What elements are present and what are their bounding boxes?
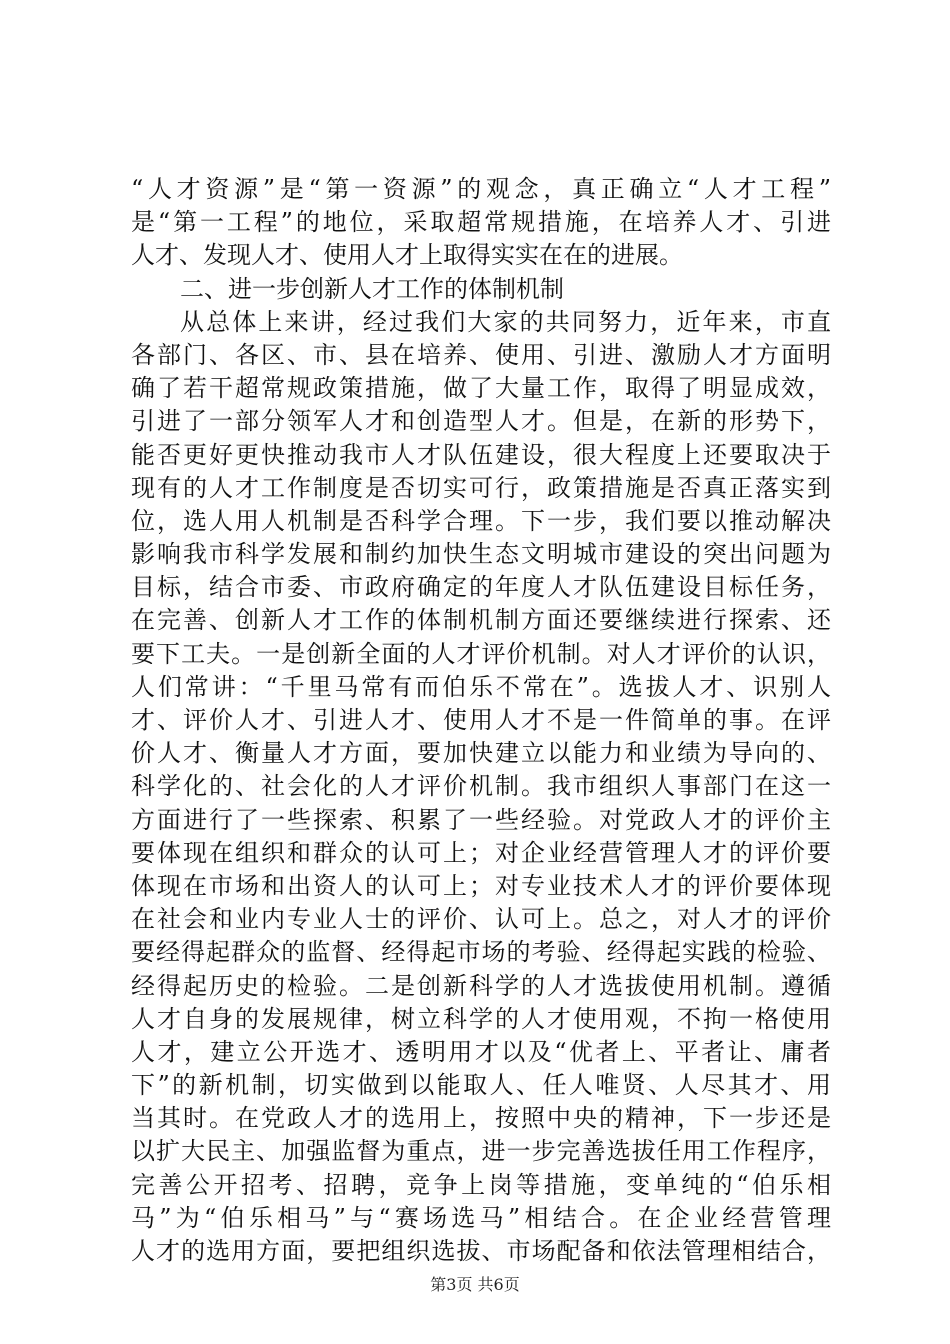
text-line: 经得起历史的检验。二是创新科学的人才选拔使用机制。遵循 — [131, 971, 831, 1000]
text-line: 影响我市科学发展和制约加快生态文明城市建设的突出问题为 — [131, 540, 831, 569]
text-line: 在完善、创新人才工作的体制机制方面还要继续进行探索、还 — [131, 606, 831, 635]
text-line: 目标，结合市委、市政府确定的年度人才队伍建设目标任务， — [131, 573, 831, 602]
text-line: 马”为“伯乐相马”与“赛场选马”相结合。在企业经营管理 — [131, 1203, 831, 1232]
text-line: 价人才、衡量人才方面，要加快建立以能力和业绩为导向的、 — [131, 739, 831, 768]
text-line: 体现在市场和出资人的认可上；对专业技术人才的评价要体现 — [131, 871, 831, 900]
text-line: 以扩大民主、加强监督为重点，进一步完善选拔任用工作程序， — [131, 1137, 831, 1166]
text-line: 人才，建立公开选才、透明用才以及“优者上、平者让、庸者 — [131, 1037, 831, 1066]
text-line: 人才的选用方面，要把组织选拔、市场配备和依法管理相结合， — [131, 1237, 831, 1265]
text-line: 现有的人才工作制度是否切实可行，政策措施是否真正落实到 — [131, 473, 831, 502]
text-line: 在社会和业内专业人士的评价、认可上。总之，对人才的评价 — [131, 905, 831, 934]
text-line: 才、评价人才、引进人才、使用人才不是一件简单的事。在评 — [131, 706, 831, 734]
text-line: 各部门、各区、市、县在培养、使用、引进、激励人才方面明 — [131, 340, 831, 369]
text-line: 确了若干超常规政策措施，做了大量工作，取得了明显成效， — [131, 374, 831, 403]
text-line: 从总体上来讲，经过我们大家的共同努力，近年来，市直 — [180, 307, 831, 336]
text-line: 完善公开招考、招聘，竞争上岗等措施，变单纯的“伯乐相 — [131, 1170, 831, 1199]
body-text — [131, 173, 831, 1268]
text-line: “人才资源”是“第一资源”的观念，真正确立“人才工程” — [131, 175, 831, 203]
text-line: 要体现在组织和群众的认可上；对企业经营管理人才的评价要 — [131, 838, 831, 867]
page-footer: 第3页 共6页 — [430, 1275, 520, 1294]
text-line: 能否更好更快推动我市人才队伍建设，很大程度上还要取决于 — [131, 440, 831, 469]
text-line: 引进了一部分领军人才和创造型人才。但是，在新的形势下， — [131, 407, 831, 436]
text-line: 人们常讲：“千里马常有而伯乐不常在”。选拔人才、识别人 — [131, 672, 831, 701]
text-line: 要经得起群众的监督、经得起市场的考验、经得起实践的检验、 — [131, 938, 831, 967]
text-line: 是“第一工程”的地位，采取超常规措施，在培养人才、引进 — [131, 208, 831, 237]
text-line: 人才自身的发展规律，树立科学的人才使用观，不拘一格使用 — [131, 1004, 831, 1033]
text-line: 要下工夫。一是创新全面的人才评价机制。对人才评价的认识， — [131, 639, 831, 668]
text-line: 科学化的、社会化的人才评价机制。我市组织人事部门在这一 — [131, 772, 831, 801]
text-line: 下”的新机制，切实做到以能取人、任人唯贤、人尽其才、用 — [131, 1071, 831, 1100]
text-line: 方面进行了一些探索、积累了一些经验。对党政人才的评价主 — [131, 805, 831, 834]
text-line: 当其时。在党政人才的选用上，按照中央的精神，下一步还是 — [131, 1104, 831, 1133]
text-line: 人才、发现人才、使用人才上取得实实在在的进展。 — [131, 241, 683, 270]
text-line: 二、进一步创新人才工作的体制机制 — [180, 274, 564, 303]
text-line: 位，选人用人机制是否科学合理。下一步，我们要以推动解决 — [131, 506, 831, 535]
